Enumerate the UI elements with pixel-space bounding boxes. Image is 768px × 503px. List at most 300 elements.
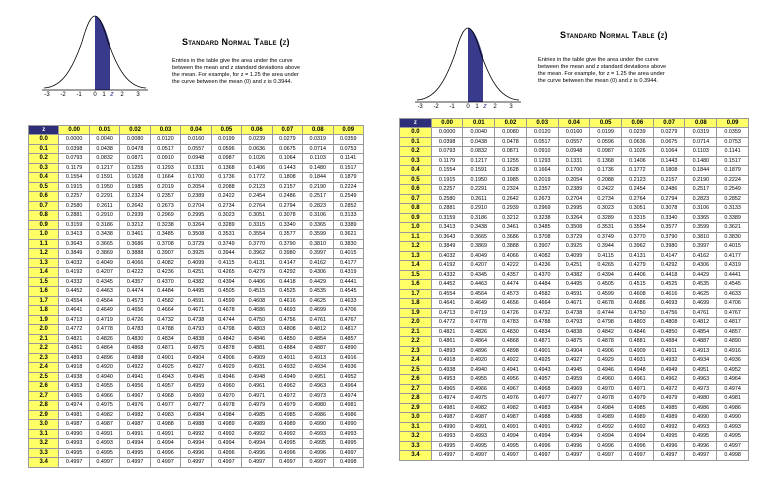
table-row — [400, 299, 749, 309]
table-row — [400, 327, 749, 337]
table-cell: 0.0832 — [463, 147, 495, 157]
table-cell: 0.4756 — [653, 308, 685, 318]
table-cell: 0.4826 — [463, 327, 495, 337]
table-cell: 0.4505 — [211, 287, 241, 297]
table-cell: 0.4783 — [120, 325, 150, 335]
table-cell: 0.3686 — [120, 239, 150, 249]
table-cell: 0.2549 — [717, 185, 749, 195]
table-cell: 0.1772 — [622, 166, 654, 176]
table-cell: 0.4192 — [431, 261, 463, 271]
table-cell: 0.2454 — [242, 192, 272, 202]
table-cell: 0.4582 — [150, 296, 180, 306]
column-header: 0.07 — [272, 126, 302, 135]
table-cell: 0.4474 — [120, 287, 150, 297]
table-cell: 0.4049 — [89, 258, 119, 268]
table-row — [29, 391, 364, 401]
table-cell: 0.4941 — [120, 372, 150, 382]
table-cell: 0.3438 — [89, 230, 119, 240]
table-cell: 0.4591 — [181, 296, 211, 306]
table-row — [29, 363, 364, 373]
table-row — [400, 394, 749, 404]
table-cell: 0.4996 — [242, 448, 272, 458]
table-cell: 0.3962 — [242, 249, 272, 259]
table-cell: 0.3665 — [89, 239, 119, 249]
table-cell: 0.1628 — [495, 166, 527, 176]
row-header: 1.7 — [29, 296, 59, 306]
table-cell: 0.0120 — [526, 128, 558, 138]
table-row — [29, 182, 364, 192]
table-cell: 0.4554 — [431, 289, 463, 299]
row-header: 3.0 — [29, 420, 59, 430]
table-cell: 0.4963 — [685, 375, 717, 385]
table-cell: 0.4693 — [272, 306, 302, 316]
table-cell: 0.1255 — [120, 163, 150, 173]
table-cell: 0.4732 — [150, 315, 180, 325]
table-cell: 0.4977 — [181, 401, 211, 411]
table-cell: 0.4956 — [120, 382, 150, 392]
table-cell: 0.2734 — [590, 194, 622, 204]
table-cell: 0.4817 — [333, 325, 363, 335]
table-cell: 0.4719 — [463, 308, 495, 318]
table-cell: 0.4699 — [685, 299, 717, 309]
table-cell: 0.4798 — [590, 318, 622, 328]
row-header: 0.3 — [400, 156, 432, 166]
row-header: 2.0 — [29, 325, 59, 335]
table-cell: 0.4608 — [242, 296, 272, 306]
table-cell: 0.4772 — [431, 318, 463, 328]
table-cell: 0.4838 — [181, 334, 211, 344]
table-cell: 0.4767 — [717, 308, 749, 318]
table-row — [29, 458, 364, 468]
table-row — [400, 213, 749, 223]
table-cell: 0.0478 — [495, 137, 527, 147]
table-row — [29, 277, 364, 287]
row-header: 2.0 — [400, 318, 432, 328]
table-cell: 0.4066 — [120, 258, 150, 268]
column-header: 0.03 — [150, 126, 180, 135]
table-cell: 0.2324 — [120, 192, 150, 202]
table-cell: 0.2486 — [272, 192, 302, 202]
table-cell: 0.4147 — [272, 258, 302, 268]
table-cell: 0.4830 — [495, 327, 527, 337]
description-line: Entries in the table give the area under the curve — [538, 57, 659, 63]
table-cell: 0.3461 — [120, 230, 150, 240]
table-cell: 0.4984 — [181, 410, 211, 420]
table-cell: 0.4032 — [59, 258, 89, 268]
table-cell: 0.4992 — [590, 422, 622, 432]
table-cell: 0.3962 — [622, 242, 654, 252]
table-cell: 0.4971 — [242, 391, 272, 401]
table-cell: 0.4993 — [463, 432, 495, 442]
table-cell: 0.4989 — [590, 413, 622, 423]
table-cell: 0.4987 — [89, 420, 119, 430]
table-cell: 0.4842 — [211, 334, 241, 344]
table-cell: 0.3264 — [558, 213, 590, 223]
table-cell: 0.4495 — [181, 287, 211, 297]
table-cell: 0.4505 — [590, 280, 622, 290]
table-cell: 0.4955 — [89, 382, 119, 392]
row-header: 0.7 — [29, 201, 59, 211]
row-header: 2.1 — [29, 334, 59, 344]
table-row — [29, 296, 364, 306]
table-cell: 0.4115 — [211, 258, 241, 268]
table-cell: 0.4082 — [526, 251, 558, 261]
table-row — [29, 429, 364, 439]
table-cell: 0.4991 — [89, 429, 119, 439]
table-cell: 0.2764 — [242, 201, 272, 211]
description-line: Entries in the table give the area under the curve — [172, 58, 293, 64]
table-cell: 0.1064 — [272, 154, 302, 164]
table-cell: 0.4992 — [181, 429, 211, 439]
table-cell: 0.2517 — [685, 185, 717, 195]
table-cell: 0.4671 — [181, 306, 211, 316]
table-row — [400, 204, 749, 214]
table-cell: 0.3340 — [653, 213, 685, 223]
row-header: 0.2 — [400, 147, 432, 157]
table-cell: 0.4979 — [272, 401, 302, 411]
table-cell: 0.1480 — [685, 156, 717, 166]
table-cell: 0.4778 — [463, 318, 495, 328]
table-cell: 0.4893 — [59, 353, 89, 363]
column-header: 0.08 — [685, 119, 717, 128]
table-cell: 0.0279 — [272, 135, 302, 145]
table-cell: 0.4864 — [89, 344, 119, 354]
table-cell: 0.4995 — [463, 441, 495, 451]
table-cell: 0.4898 — [495, 346, 527, 356]
table-cell: 0.4918 — [431, 356, 463, 366]
table-cell: 0.4993 — [59, 439, 89, 449]
table-cell: 0.4370 — [150, 277, 180, 287]
column-header: 0.09 — [333, 126, 363, 135]
table-row — [400, 413, 749, 423]
table-cell: 0.4706 — [717, 299, 749, 309]
row-header: 2.4 — [29, 363, 59, 373]
table-cell: 0.1664 — [150, 173, 180, 183]
table-cell: 0.4956 — [495, 375, 527, 385]
table-cell: 0.2422 — [211, 192, 241, 202]
table-cell: 0.4452 — [431, 280, 463, 290]
table-cell: 0.2794 — [653, 194, 685, 204]
row-header: 3.2 — [400, 432, 432, 442]
table-cell: 0.4982 — [463, 403, 495, 413]
table-cell: 0.2673 — [150, 201, 180, 211]
table-cell: 0.0987 — [211, 154, 241, 164]
tick-label: -3 — [417, 104, 423, 108]
table-cell: 0.4994 — [242, 439, 272, 449]
row-header: 0.0 — [400, 128, 432, 138]
table-cell: 0.4959 — [558, 375, 590, 385]
table-cell: 0.4959 — [181, 382, 211, 392]
table-cell: 0.4463 — [463, 280, 495, 290]
table-cell: 0.3810 — [303, 239, 333, 249]
table-cell: 0.4817 — [717, 318, 749, 328]
row-header: 1.6 — [29, 287, 59, 297]
table-cell: 0.4394 — [211, 277, 241, 287]
table-cell: 0.4564 — [463, 289, 495, 299]
table-cell: 0.3289 — [211, 220, 241, 230]
table-cell: 0.4394 — [590, 270, 622, 280]
table-cell: 0.1255 — [495, 156, 527, 166]
column-header: 0.06 — [242, 126, 272, 135]
table-cell: 0.2580 — [59, 201, 89, 211]
table-cell: 0.1591 — [89, 173, 119, 183]
column-header: 0.00 — [431, 119, 463, 128]
table-cell: 0.4997 — [685, 451, 717, 461]
table-cell: 0.4783 — [495, 318, 527, 328]
table-cell: 0.4952 — [717, 365, 749, 375]
table-cell: 0.1293 — [150, 163, 180, 173]
table-cell: 0.2291 — [89, 192, 119, 202]
table-cell: 0.4989 — [211, 420, 241, 430]
table-cell: 0.4868 — [120, 344, 150, 354]
table-cell: 0.4996 — [526, 441, 558, 451]
table-cell: 0.2422 — [590, 185, 622, 195]
table-cell: 0.3849 — [431, 242, 463, 252]
row-header: 3.1 — [400, 422, 432, 432]
table-cell: 0.4441 — [717, 270, 749, 280]
table-cell: 0.4881 — [242, 344, 272, 354]
table-cell: 0.4066 — [495, 251, 527, 261]
table-row — [400, 384, 749, 394]
table-cell: 0.4761 — [303, 315, 333, 325]
table-cell: 0.4864 — [463, 337, 495, 347]
table-cell: 0.4625 — [685, 289, 717, 299]
table-cell: 0.2734 — [211, 201, 241, 211]
table-cell: 0.4997 — [242, 458, 272, 468]
table-cell: 0.4803 — [622, 318, 654, 328]
table-cell: 0.4793 — [181, 325, 211, 335]
table-cell: 0.3485 — [526, 223, 558, 233]
row-header: 3.3 — [29, 448, 59, 458]
table-cell: 0.4871 — [526, 337, 558, 347]
table-cell: 0.2088 — [211, 182, 241, 192]
table-cell: 0.4995 — [685, 432, 717, 442]
table-cell: 0.4738 — [558, 308, 590, 318]
table-cell: 0.4382 — [558, 270, 590, 280]
table-cell: 0.0279 — [653, 128, 685, 138]
table-cell: 0.4049 — [463, 251, 495, 261]
table-cell: 0.4971 — [622, 384, 654, 394]
table-cell: 0.4418 — [272, 277, 302, 287]
table-cell: 0.4788 — [526, 318, 558, 328]
table-cell: 0.4625 — [303, 296, 333, 306]
table-cell: 0.4686 — [622, 299, 654, 309]
table-cell: 0.2823 — [303, 201, 333, 211]
table-cell: 0.0040 — [89, 135, 119, 145]
table-cell: 0.4857 — [717, 327, 749, 337]
table-row — [400, 375, 749, 385]
table-cell: 0.4131 — [622, 251, 654, 261]
table-cell: 0.3790 — [653, 232, 685, 242]
table-cell: 0.4920 — [463, 356, 495, 366]
table-cell: 0.4633 — [333, 296, 363, 306]
row-header: 1.9 — [400, 308, 432, 318]
table-row — [29, 201, 364, 211]
table-cell: 0.4997 — [333, 448, 363, 458]
table-cell: 0.4236 — [526, 261, 558, 271]
table-cell: 0.4962 — [653, 375, 685, 385]
table-cell: 0.3729 — [558, 232, 590, 242]
table-cell: 0.2224 — [333, 182, 363, 192]
table-cell: 0.3708 — [150, 239, 180, 249]
table-cell: 0.1736 — [211, 173, 241, 183]
z-marker: z — [110, 91, 114, 96]
table-row — [400, 318, 749, 328]
table-cell: 0.4699 — [303, 306, 333, 316]
table-cell: 0.3980 — [272, 249, 302, 259]
table-cell: 0.2454 — [622, 185, 654, 195]
table-cell: 0.4649 — [89, 306, 119, 316]
table-cell: 0.1517 — [333, 163, 363, 173]
table-cell: 0.4192 — [59, 268, 89, 278]
table-cell: 0.0987 — [590, 147, 622, 157]
table-cell: 0.4418 — [653, 270, 685, 280]
table-cell: 0.4990 — [431, 422, 463, 432]
table-cell: 0.4996 — [272, 448, 302, 458]
table-cell: 0.4319 — [717, 261, 749, 271]
table-cell: 0.4932 — [272, 363, 302, 373]
table-cell: 0.4963 — [303, 382, 333, 392]
table-row — [29, 173, 364, 183]
table-cell: 0.4871 — [150, 344, 180, 354]
table-cell: 0.1480 — [303, 163, 333, 173]
table-cell: 0.0517 — [526, 137, 558, 147]
table-cell: 0.3264 — [181, 220, 211, 230]
table-cell: 0.4821 — [59, 334, 89, 344]
table-cell: 0.4861 — [431, 337, 463, 347]
table-row — [29, 448, 364, 458]
row-header: 2.3 — [29, 353, 59, 363]
table-cell: 0.4982 — [89, 410, 119, 420]
table-cell: 0.0675 — [272, 144, 302, 154]
table-cell: 0.3621 — [717, 223, 749, 233]
table-cell: 0.2190 — [685, 175, 717, 185]
table-cell: 0.4951 — [685, 365, 717, 375]
table-cell: 0.2611 — [463, 194, 495, 204]
column-header: 0.01 — [463, 119, 495, 128]
table-cell: 0.4969 — [558, 384, 590, 394]
table-cell: 0.4345 — [89, 277, 119, 287]
table-cell: 0.4993 — [717, 422, 749, 432]
table-cell: 0.4996 — [181, 448, 211, 458]
table-cell: 0.0160 — [181, 135, 211, 145]
table-cell: 0.4909 — [622, 346, 654, 356]
table-cell: 0.4993 — [89, 439, 119, 449]
table-cell: 0.3365 — [303, 220, 333, 230]
row-header: 0.0 — [29, 135, 59, 145]
table-cell: 0.4995 — [653, 432, 685, 442]
table-cell: 0.4974 — [333, 391, 363, 401]
normal-curve-diagram — [40, 10, 150, 96]
table-cell: 0.1700 — [181, 173, 211, 183]
table-cell: 0.4989 — [653, 413, 685, 423]
table-cell: 0.4015 — [717, 242, 749, 252]
table-row — [29, 287, 364, 297]
table-cell: 0.4750 — [622, 308, 654, 318]
table-cell: 0.2995 — [181, 211, 211, 221]
table-cell: 0.1368 — [590, 156, 622, 166]
table-cell: 0.4808 — [272, 325, 302, 335]
table-cell: 0.4904 — [181, 353, 211, 363]
table-cell: 0.4545 — [333, 287, 363, 297]
table-cell: 0.4854 — [685, 327, 717, 337]
table-cell: 0.4957 — [150, 382, 180, 392]
table-cell: 0.4994 — [211, 439, 241, 449]
table-cell: 0.4884 — [653, 337, 685, 347]
table-cell: 0.4484 — [526, 280, 558, 290]
table-cell: 0.1844 — [685, 166, 717, 176]
table-cell: 0.4974 — [431, 394, 463, 404]
table-cell: 0.3830 — [717, 232, 749, 242]
table-row — [400, 261, 749, 271]
column-header: 0.01 — [89, 126, 119, 135]
table-cell: 0.4992 — [211, 429, 241, 439]
row-header: 0.6 — [400, 185, 432, 195]
table-cell: 0.3599 — [685, 223, 717, 233]
row-header: 2.2 — [400, 337, 432, 347]
row-header: 0.3 — [29, 163, 59, 173]
table-cell: 0.4913 — [303, 353, 333, 363]
table-cell: 0.4978 — [211, 401, 241, 411]
table-cell: 0.4015 — [333, 249, 363, 259]
table-row — [400, 346, 749, 356]
table-cell: 0.4484 — [150, 287, 180, 297]
table-cell: 0.4177 — [717, 251, 749, 261]
table-cell: 0.0398 — [59, 144, 89, 154]
table-cell: 0.4998 — [717, 451, 749, 461]
table-cell: 0.4982 — [495, 403, 527, 413]
table-cell: 0.2291 — [463, 185, 495, 195]
table-cell: 0.4842 — [590, 327, 622, 337]
table-cell: 0.4993 — [333, 429, 363, 439]
row-header: 0.1 — [400, 137, 432, 147]
table-cell: 0.3790 — [272, 239, 302, 249]
table-cell: 0.4997 — [590, 451, 622, 461]
row-header: 3.2 — [29, 439, 59, 449]
table-cell: 0.4985 — [622, 403, 654, 413]
table-cell: 0.4778 — [89, 325, 119, 335]
table-cell: 0.3531 — [211, 230, 241, 240]
table-cell: 0.4994 — [622, 432, 654, 442]
column-header: 0.02 — [120, 126, 150, 135]
table-cell: 0.4961 — [242, 382, 272, 392]
z-table — [28, 125, 364, 468]
row-header: 2.8 — [400, 394, 432, 404]
table-row — [400, 156, 749, 166]
table-row — [400, 232, 749, 242]
table-cell: 0.3944 — [211, 249, 241, 259]
table-cell: 0.4535 — [303, 287, 333, 297]
table-cell: 0.4608 — [622, 289, 654, 299]
table-cell: 0.4970 — [211, 391, 241, 401]
table-cell: 0.4319 — [333, 268, 363, 278]
table-cell: 0.4881 — [622, 337, 654, 347]
table-cell: 0.4997 — [653, 451, 685, 461]
tick-label: 0 — [466, 104, 470, 108]
table-cell: 0.4713 — [59, 315, 89, 325]
description-line: the mean. For example, for z = 1.25 the area under — [538, 71, 665, 77]
table-cell: 0.4678 — [211, 306, 241, 316]
description-line: the curve between the mean (0) and z is 0.3944. — [538, 78, 659, 84]
table-cell: 0.4934 — [303, 363, 333, 373]
table-cell: 0.0948 — [558, 147, 590, 157]
table-cell: 0.3907 — [150, 249, 180, 259]
description — [172, 58, 300, 86]
table-cell: 0.2389 — [558, 185, 590, 195]
table-cell: 0.4980 — [303, 401, 333, 411]
table-cell: 0.1179 — [431, 156, 463, 166]
row-header: 0.5 — [400, 175, 432, 185]
